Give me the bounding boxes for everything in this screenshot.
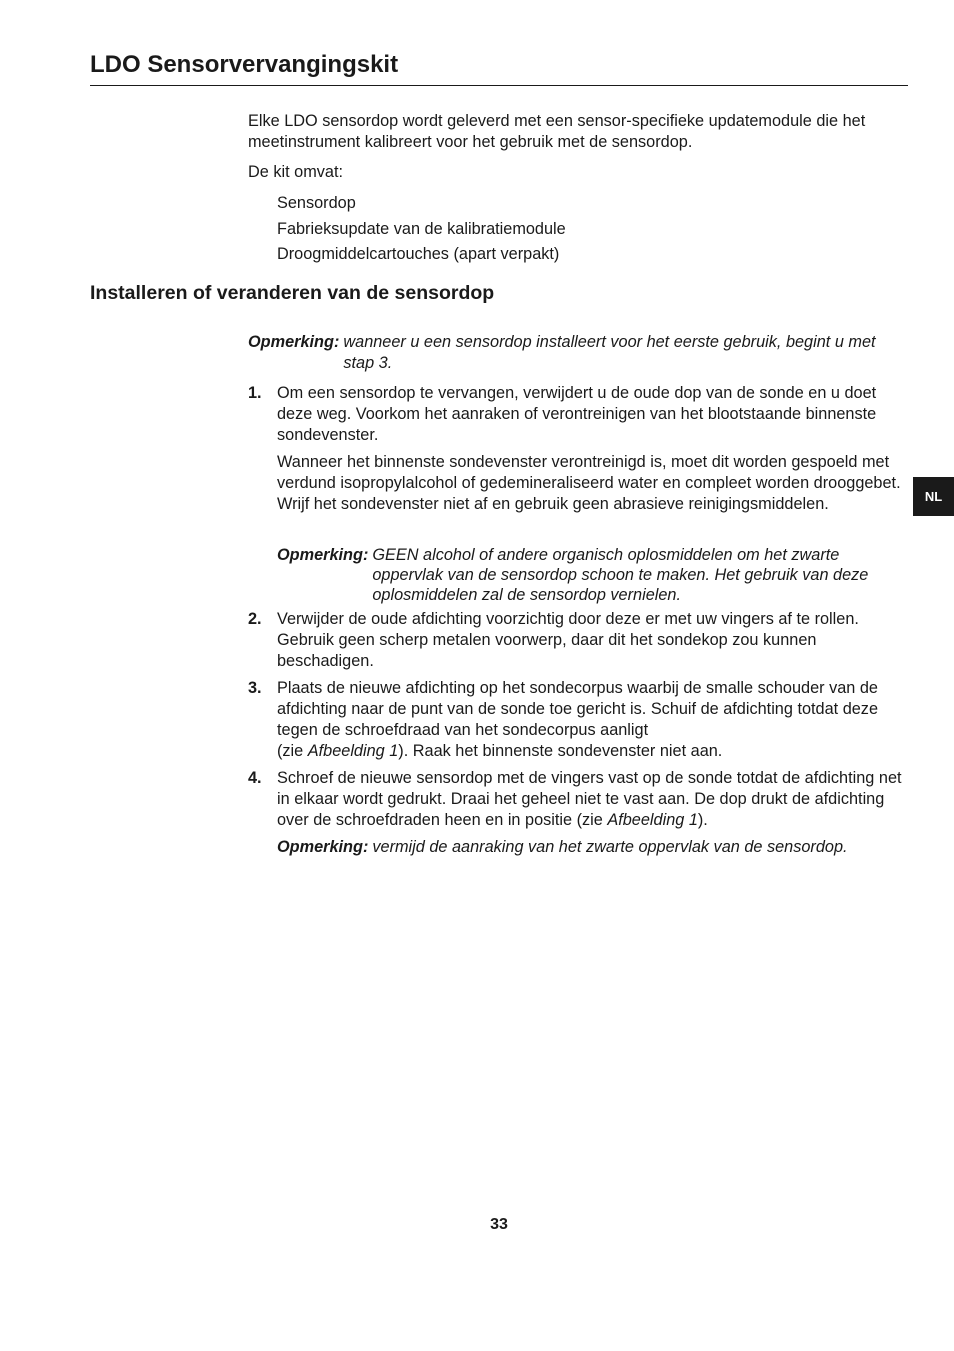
language-tab: NL [913, 477, 954, 516]
kit-label: De kit omvat: [248, 163, 344, 181]
list-item: Droogmiddelcartouches (apart verpakt) [277, 245, 560, 263]
step-text: Verwijder de oude afdichting voorzichtig door deze er met uw vingers af te rollen. Gebruik geen scherp metalen voorwerp, daar dit het sondekop zou kunnen beschadigen. [277, 610, 859, 670]
figure-reference: Afbeelding 1 [607, 811, 698, 829]
figure-reference: Afbeelding 1 [307, 742, 399, 760]
section-title: Installeren of veranderen van de sensordop [90, 282, 495, 304]
step-number: 1. [248, 384, 262, 402]
note-text: GEEN alcohol of andere organisch oplosmiddelen om het zwarte oppervlak van de sensordop schoon te maken. Het gebruik van deze oplosmiddelen zal de sensordop vernielen. [372, 546, 869, 604]
step-number: 3. [248, 679, 262, 697]
note-label: Opmerking: [277, 838, 369, 856]
step-text: Om een sensordop te vervangen, verwijdert u de oude dop van de sonde en u doet deze weg. Voorkom het aanraken of verontreinigen van het blootstaande binnenste sondevenster. [277, 384, 877, 444]
step-text-part: (zie [277, 742, 308, 760]
step-text-part: ). [697, 811, 708, 829]
step-text-part: Schroef de nieuwe sensordop met de vingers vast op de sonde totdat de afdichting net in elkaar wordt gedrukt. Draai het geheel niet te vast aan. De dop drukt de afdichting over de schroefdraden heen en in positie (zie [277, 769, 902, 829]
step-text-part: Plaats de nieuwe afdichting op het sondecorpus waarbij de smalle schouder van de afdichting naar de punt van de sonde toe gericht is. Schuif de afdichting totdat deze tegen de schroefdraad van het sondecorpus aanligt [277, 679, 879, 739]
step-1-extra: Wanneer het binnenste sondevenster verontreinigd is, moet dit worden gespoeld met verdund isopropylalcohol of gedemineraliseerd water en compleet worden drooggebet. Wrijf het sondevenster niet af en gebruik geen abrasieve reinigingsmiddelen. [277, 453, 901, 513]
step-4-note [277, 837, 908, 858]
step-3 [248, 678, 908, 762]
step-text-part: ). Raak het binnenste sondevenster niet aan. [398, 742, 723, 760]
intro-paragraph: Elke LDO sensordop wordt geleverd met een sensor-specifieke updatemodule die het meetinstrument kalibreert voor het gebruik met de sensordop. [248, 112, 866, 151]
page-number: 33 [490, 1216, 508, 1233]
step-1 [248, 383, 908, 446]
step-text [277, 768, 908, 831]
note-label: Opmerking: [277, 546, 369, 564]
list-item: Sensordop [277, 194, 356, 212]
note-text: wanneer u een sensordop installeert voor het eerste gebruik, begint u met stap 3. [343, 333, 876, 372]
step-text [277, 678, 908, 762]
page-title: LDO Sensorvervangingskit [90, 50, 908, 86]
kit-list [277, 191, 566, 268]
note-label: Opmerking: [248, 333, 340, 351]
list-item: Fabrieksupdate van de kalibratiemodule [277, 219, 566, 238]
step-number: 4. [248, 769, 262, 787]
step-4 [248, 768, 908, 831]
section-note [248, 332, 908, 374]
step-1-note [277, 545, 908, 605]
step-number: 2. [248, 610, 262, 628]
step-2 [248, 609, 908, 672]
note-text: vermijd de aanraking van het zwarte oppervlak van de sensordop. [372, 838, 848, 856]
